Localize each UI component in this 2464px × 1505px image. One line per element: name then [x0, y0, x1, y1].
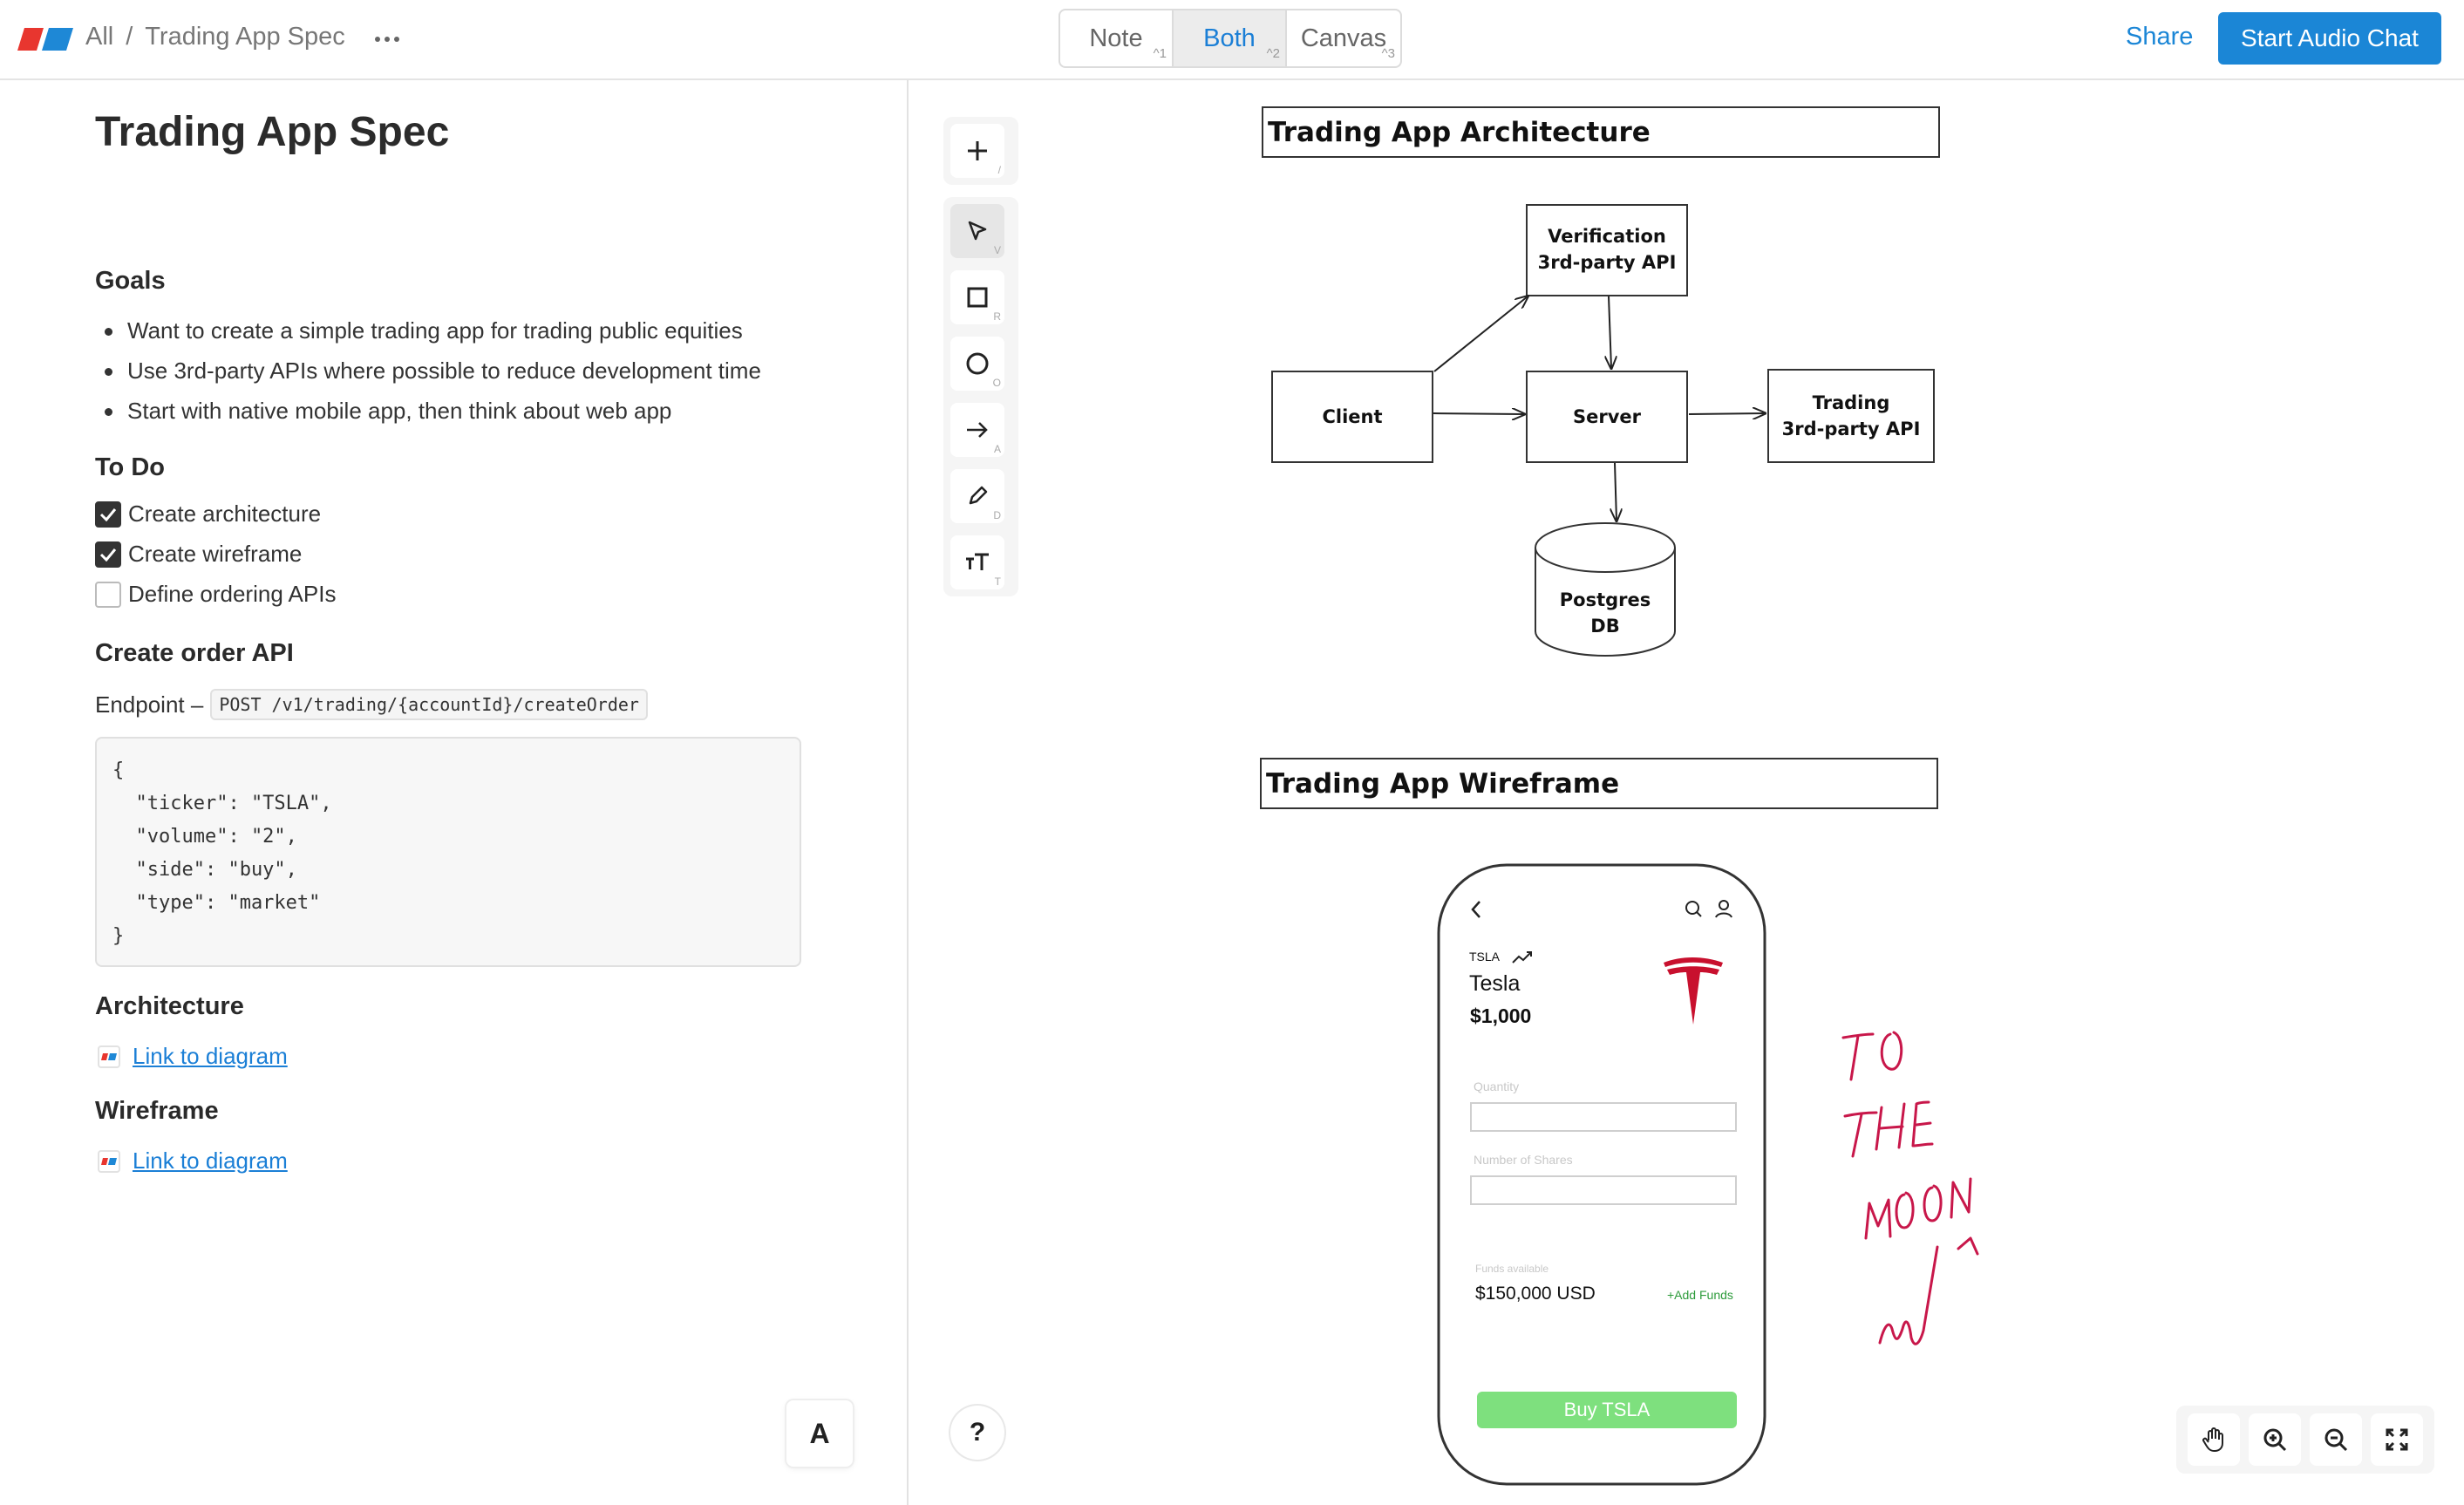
checkbox-checked[interactable]	[95, 501, 121, 528]
ellipse-icon[interactable]: O	[950, 337, 1004, 391]
checkbox-unchecked[interactable]	[95, 582, 121, 608]
funds-value: $150,000 USD	[1475, 1284, 1596, 1304]
db-label[interactable]: Postgres DB	[1559, 589, 1651, 637]
quantity-field[interactable]	[1470, 1102, 1737, 1132]
create-order-heading[interactable]: Create order API	[95, 639, 294, 667]
help-button[interactable]: ?	[950, 1406, 1004, 1460]
goal-item[interactable]: Use 3rd-party APIs where possible to reduce development time	[127, 358, 761, 384]
funds-label: Funds available	[1475, 1263, 1549, 1275]
wireframe-title[interactable]: Trading App Wireframe	[1266, 768, 1620, 800]
arrow-icon[interactable]: A	[950, 403, 1004, 457]
arrow-server-db	[1615, 463, 1617, 521]
share-button[interactable]: Share	[2126, 23, 2194, 51]
wireframe-diagram-link[interactable]: Link to diagram	[133, 1147, 288, 1174]
stock-price: $1,000	[1470, 1004, 1532, 1027]
todo-item	[95, 581, 336, 608]
canvas-link-icon	[98, 1150, 120, 1173]
tab-canvas[interactable]: Canvas ^3	[1300, 24, 1395, 61]
endpoint-label[interactable]: Endpoint –	[95, 691, 204, 718]
ticker-label: TSLA	[1469, 950, 1501, 964]
shares-label: Number of Shares	[1474, 1153, 1573, 1167]
architecture-diagram-link[interactable]: Link to diagram	[133, 1043, 288, 1069]
start-audio-chat-button[interactable]: Start Audio Chat	[2218, 12, 2441, 65]
breadcrumb-current[interactable]: Trading App Spec	[145, 23, 345, 51]
add-icon[interactable]: /	[950, 124, 1004, 178]
breadcrumb	[85, 23, 345, 51]
endpoint-line	[95, 689, 648, 720]
arrow-client-server	[1433, 413, 1524, 414]
text-size-icon[interactable]: T	[950, 535, 1004, 589]
architecture-heading[interactable]: Architecture	[95, 992, 244, 1020]
arrow-server-trading	[1689, 413, 1765, 414]
more-options-icon[interactable]	[371, 26, 403, 52]
endpoint-code[interactable]: POST /v1/trading/{accountId}/createOrder	[210, 689, 648, 720]
canvas-link-icon	[98, 1045, 120, 1068]
wireframe-heading[interactable]: Wireframe	[95, 1097, 219, 1125]
todo-item	[95, 501, 321, 528]
code-block[interactable]: { "ticker": "TSLA", "volume": "2", "side": "buy", "type": "market" }	[95, 737, 801, 967]
view-mode-switch	[1058, 9, 1402, 68]
client-label[interactable]: Client	[1322, 406, 1383, 427]
top-bar	[0, 0, 2464, 80]
pencil-icon[interactable]: D	[950, 469, 1004, 523]
goals-heading[interactable]: Goals	[95, 267, 166, 295]
todo-label[interactable]: Create architecture	[128, 501, 322, 527]
shares-field[interactable]	[1470, 1175, 1737, 1205]
text-format-button[interactable]: A	[786, 1400, 853, 1467]
app-logo[interactable]	[17, 26, 75, 52]
todo-item	[95, 541, 302, 568]
architecture-title[interactable]: Trading App Architecture	[1268, 117, 1651, 148]
breadcrumb-all[interactable]: All	[85, 23, 114, 51]
breadcrumb-separator: /	[126, 23, 133, 51]
stock-name: Tesla	[1469, 971, 1521, 996]
todo-label[interactable]: Create wireframe	[128, 541, 303, 567]
todo-label[interactable]: Define ordering APIs	[128, 581, 337, 607]
tab-both[interactable]: Both $_{\^{}2}$	[1174, 10, 1287, 66]
architecture-link	[98, 1043, 288, 1070]
trading-label[interactable]: Trading 3rd-party API	[1781, 392, 1921, 439]
arrow-verification-server	[1609, 296, 1611, 368]
rectangle-icon[interactable]: R	[950, 270, 1004, 324]
checkbox-checked[interactable]	[95, 541, 121, 568]
tab-note[interactable]: Note $_{\^{}1}$	[1060, 10, 1174, 66]
goal-item[interactable]: Start with native mobile app, then think about web app	[127, 398, 672, 424]
wireframe-link	[98, 1147, 288, 1175]
page-title[interactable]: Trading App Spec	[95, 109, 450, 155]
select-cursor-icon[interactable]: V	[950, 204, 1004, 258]
quantity-label: Quantity	[1474, 1079, 1520, 1093]
buy-button[interactable]: Buy TSLA	[1477, 1392, 1737, 1428]
server-label[interactable]: Server	[1572, 406, 1641, 427]
verification-label[interactable]: Verification 3rd-party API	[1537, 226, 1677, 273]
handwriting-to-the-moon	[1843, 1032, 1977, 1344]
add-funds-link[interactable]: +Add Funds	[1667, 1288, 1733, 1302]
todo-heading[interactable]: To Do	[95, 453, 165, 481]
db-cylinder-top	[1535, 523, 1675, 572]
arrow-client-verification	[1434, 296, 1528, 371]
goal-item[interactable]: Want to create a simple trading app for trading public equities	[127, 317, 743, 344]
